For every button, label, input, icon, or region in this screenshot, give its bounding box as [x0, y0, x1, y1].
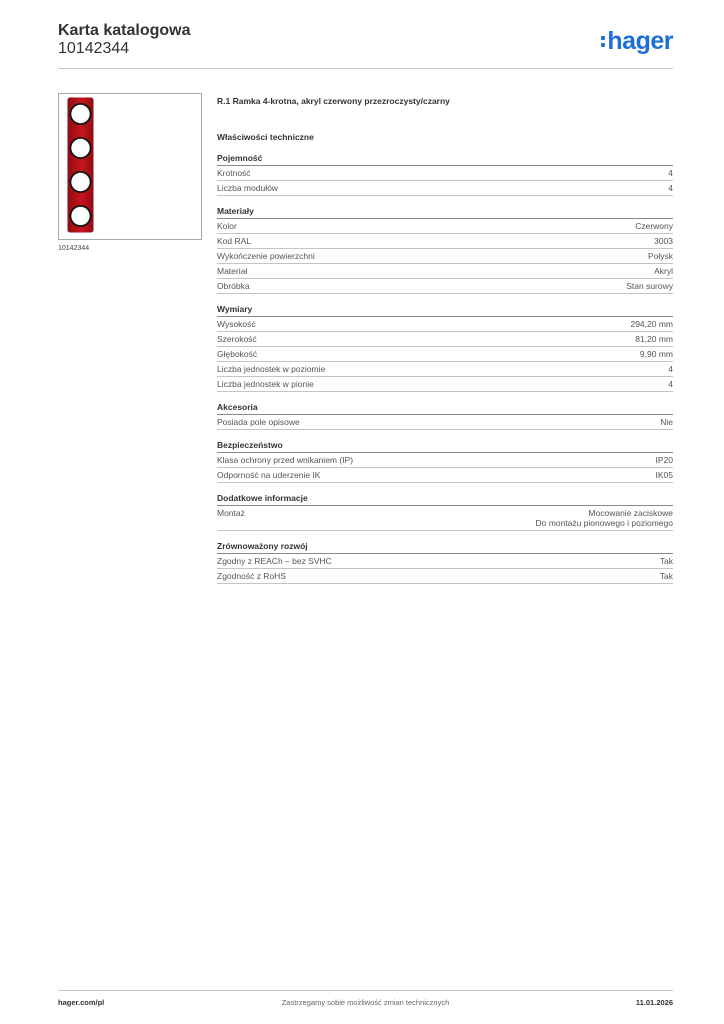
spec-value	[660, 571, 673, 581]
section-heading: Właściwości techniczne	[217, 132, 314, 142]
spec-value	[656, 470, 674, 480]
spec-value-line: Do montażu pionowego i poziomego	[535, 518, 673, 528]
spec-label: Liczba jednostek w poziomie	[217, 364, 326, 374]
spec-group-title: Wymiary	[217, 302, 673, 317]
spec-label: Kolor	[217, 221, 237, 231]
spec-row	[217, 362, 673, 377]
spec-groups	[217, 151, 673, 584]
spec-group	[217, 204, 673, 294]
spec-value	[660, 417, 673, 427]
spec-group-title: Dodatkowe informacje	[217, 491, 673, 506]
spec-row	[217, 506, 673, 531]
spec-content	[217, 95, 673, 584]
spec-value-line: Mocowanie zaciskowe	[588, 508, 673, 518]
image-caption: 10142344	[58, 245, 90, 252]
spec-label: Liczba jednostek w pionie	[217, 379, 314, 389]
spec-row	[217, 219, 673, 234]
spec-value-line: Nie	[660, 417, 673, 427]
spec-value	[668, 168, 673, 178]
spec-row	[217, 166, 673, 181]
spec-row	[217, 181, 673, 196]
spec-value	[635, 334, 673, 344]
spec-value	[668, 183, 673, 193]
logo-text: hager	[607, 27, 673, 55]
spec-group	[217, 491, 673, 531]
spec-value	[630, 319, 673, 329]
header-divider	[58, 68, 673, 69]
spec-group-title: Bezpieczeństwo	[217, 438, 673, 453]
spec-value-line: Połysk	[647, 251, 673, 261]
spec-label: Zgodny z REACh – bez SVHC	[217, 556, 332, 566]
spec-value-line: 3003	[654, 236, 673, 246]
spec-row	[217, 234, 673, 249]
spec-value-line: 4	[668, 364, 673, 374]
spec-label: Szerokość	[217, 334, 257, 344]
spec-value	[626, 281, 673, 291]
spec-value-line: Czerwony	[635, 221, 673, 231]
spec-value	[654, 266, 673, 276]
spec-value	[656, 455, 674, 465]
footer-disclaimer: Zastrzegamy sobie możliwość zmian technicznych	[281, 998, 450, 1007]
spec-row	[217, 249, 673, 264]
spec-group	[217, 438, 673, 483]
spec-label: Posiada pole opisowe	[217, 417, 300, 427]
hager-logo	[601, 28, 673, 54]
spec-value-line: Stan surowy	[626, 281, 673, 291]
frame-opening	[71, 207, 89, 225]
spec-value-line: IK05	[655, 470, 673, 480]
spec-label: Kod RAL	[217, 236, 252, 246]
logo-dots-icon	[601, 36, 605, 47]
spec-value-line: 81,20 mm	[635, 334, 673, 344]
frame-opening	[71, 173, 89, 191]
frame-opening	[71, 139, 89, 157]
spec-label: Materiał	[217, 266, 248, 276]
footer-website-link[interactable]: hager.com/pl	[58, 998, 105, 1007]
frame-opening	[71, 105, 89, 123]
spec-value-line: 294,20 mm	[630, 319, 673, 329]
spec-label: Obróbka	[217, 281, 250, 291]
spec-value-line: IP20	[655, 455, 673, 465]
spec-label: Montaż	[217, 508, 245, 518]
spec-label: Wysokość	[217, 319, 256, 329]
spec-value-line: 9,90 mm	[639, 349, 673, 359]
document-title: Karta katalogowa	[58, 22, 191, 39]
spec-group	[217, 302, 673, 392]
spec-value-line: Tak	[659, 556, 673, 566]
footer-divider	[58, 990, 673, 991]
spec-row	[217, 264, 673, 279]
spec-label: Krotność	[217, 168, 251, 178]
spec-label: Głębokość	[217, 349, 258, 359]
spec-group-title: Zrównoważony rozwój	[217, 539, 673, 554]
spec-value	[654, 236, 673, 246]
spec-row	[217, 569, 673, 584]
spec-value-line: 4	[668, 183, 673, 193]
spec-group-title: Pojemność	[217, 151, 673, 166]
frame-4-gang-icon	[67, 97, 94, 233]
page-header	[58, 22, 673, 70]
spec-label: Zgodność z RoHS	[217, 571, 286, 581]
footer-date: 11.01.2026	[635, 998, 673, 1007]
spec-row	[217, 377, 673, 392]
spec-label: Liczba modułów	[217, 183, 278, 193]
spec-value-line: 4	[668, 379, 673, 389]
spec-label: Wykończenie powierzchni	[217, 251, 315, 261]
spec-row	[217, 415, 673, 430]
spec-row	[217, 279, 673, 294]
spec-row	[217, 554, 673, 569]
spec-value	[668, 364, 673, 374]
spec-value	[660, 556, 673, 566]
spec-value-line: Tak	[659, 571, 673, 581]
spec-row	[217, 347, 673, 362]
spec-group	[217, 539, 673, 584]
spec-value-line: Akryl	[654, 266, 673, 276]
spec-value	[668, 379, 673, 389]
spec-group-title: Akcesoria	[217, 400, 673, 415]
spec-value	[640, 349, 673, 359]
document-number: 10142344	[58, 40, 130, 57]
spec-value	[635, 221, 673, 231]
spec-row	[217, 332, 673, 347]
spec-value-line: 4	[668, 168, 673, 178]
spec-group	[217, 151, 673, 196]
spec-value	[648, 251, 673, 261]
spec-row	[217, 453, 673, 468]
product-image	[58, 93, 202, 240]
spec-value	[535, 508, 673, 528]
spec-group	[217, 400, 673, 430]
spec-label: Klasa ochrony przed wnikaniem (IP)	[217, 455, 354, 465]
spec-row	[217, 468, 673, 483]
spec-label: Odporność na uderzenie IK	[217, 470, 321, 480]
product-title: R.1 Ramka 4-krotna, akryl czerwony przezroczysty/czarny	[217, 96, 450, 106]
spec-row	[217, 317, 673, 332]
spec-group-title: Materiały	[217, 204, 673, 219]
